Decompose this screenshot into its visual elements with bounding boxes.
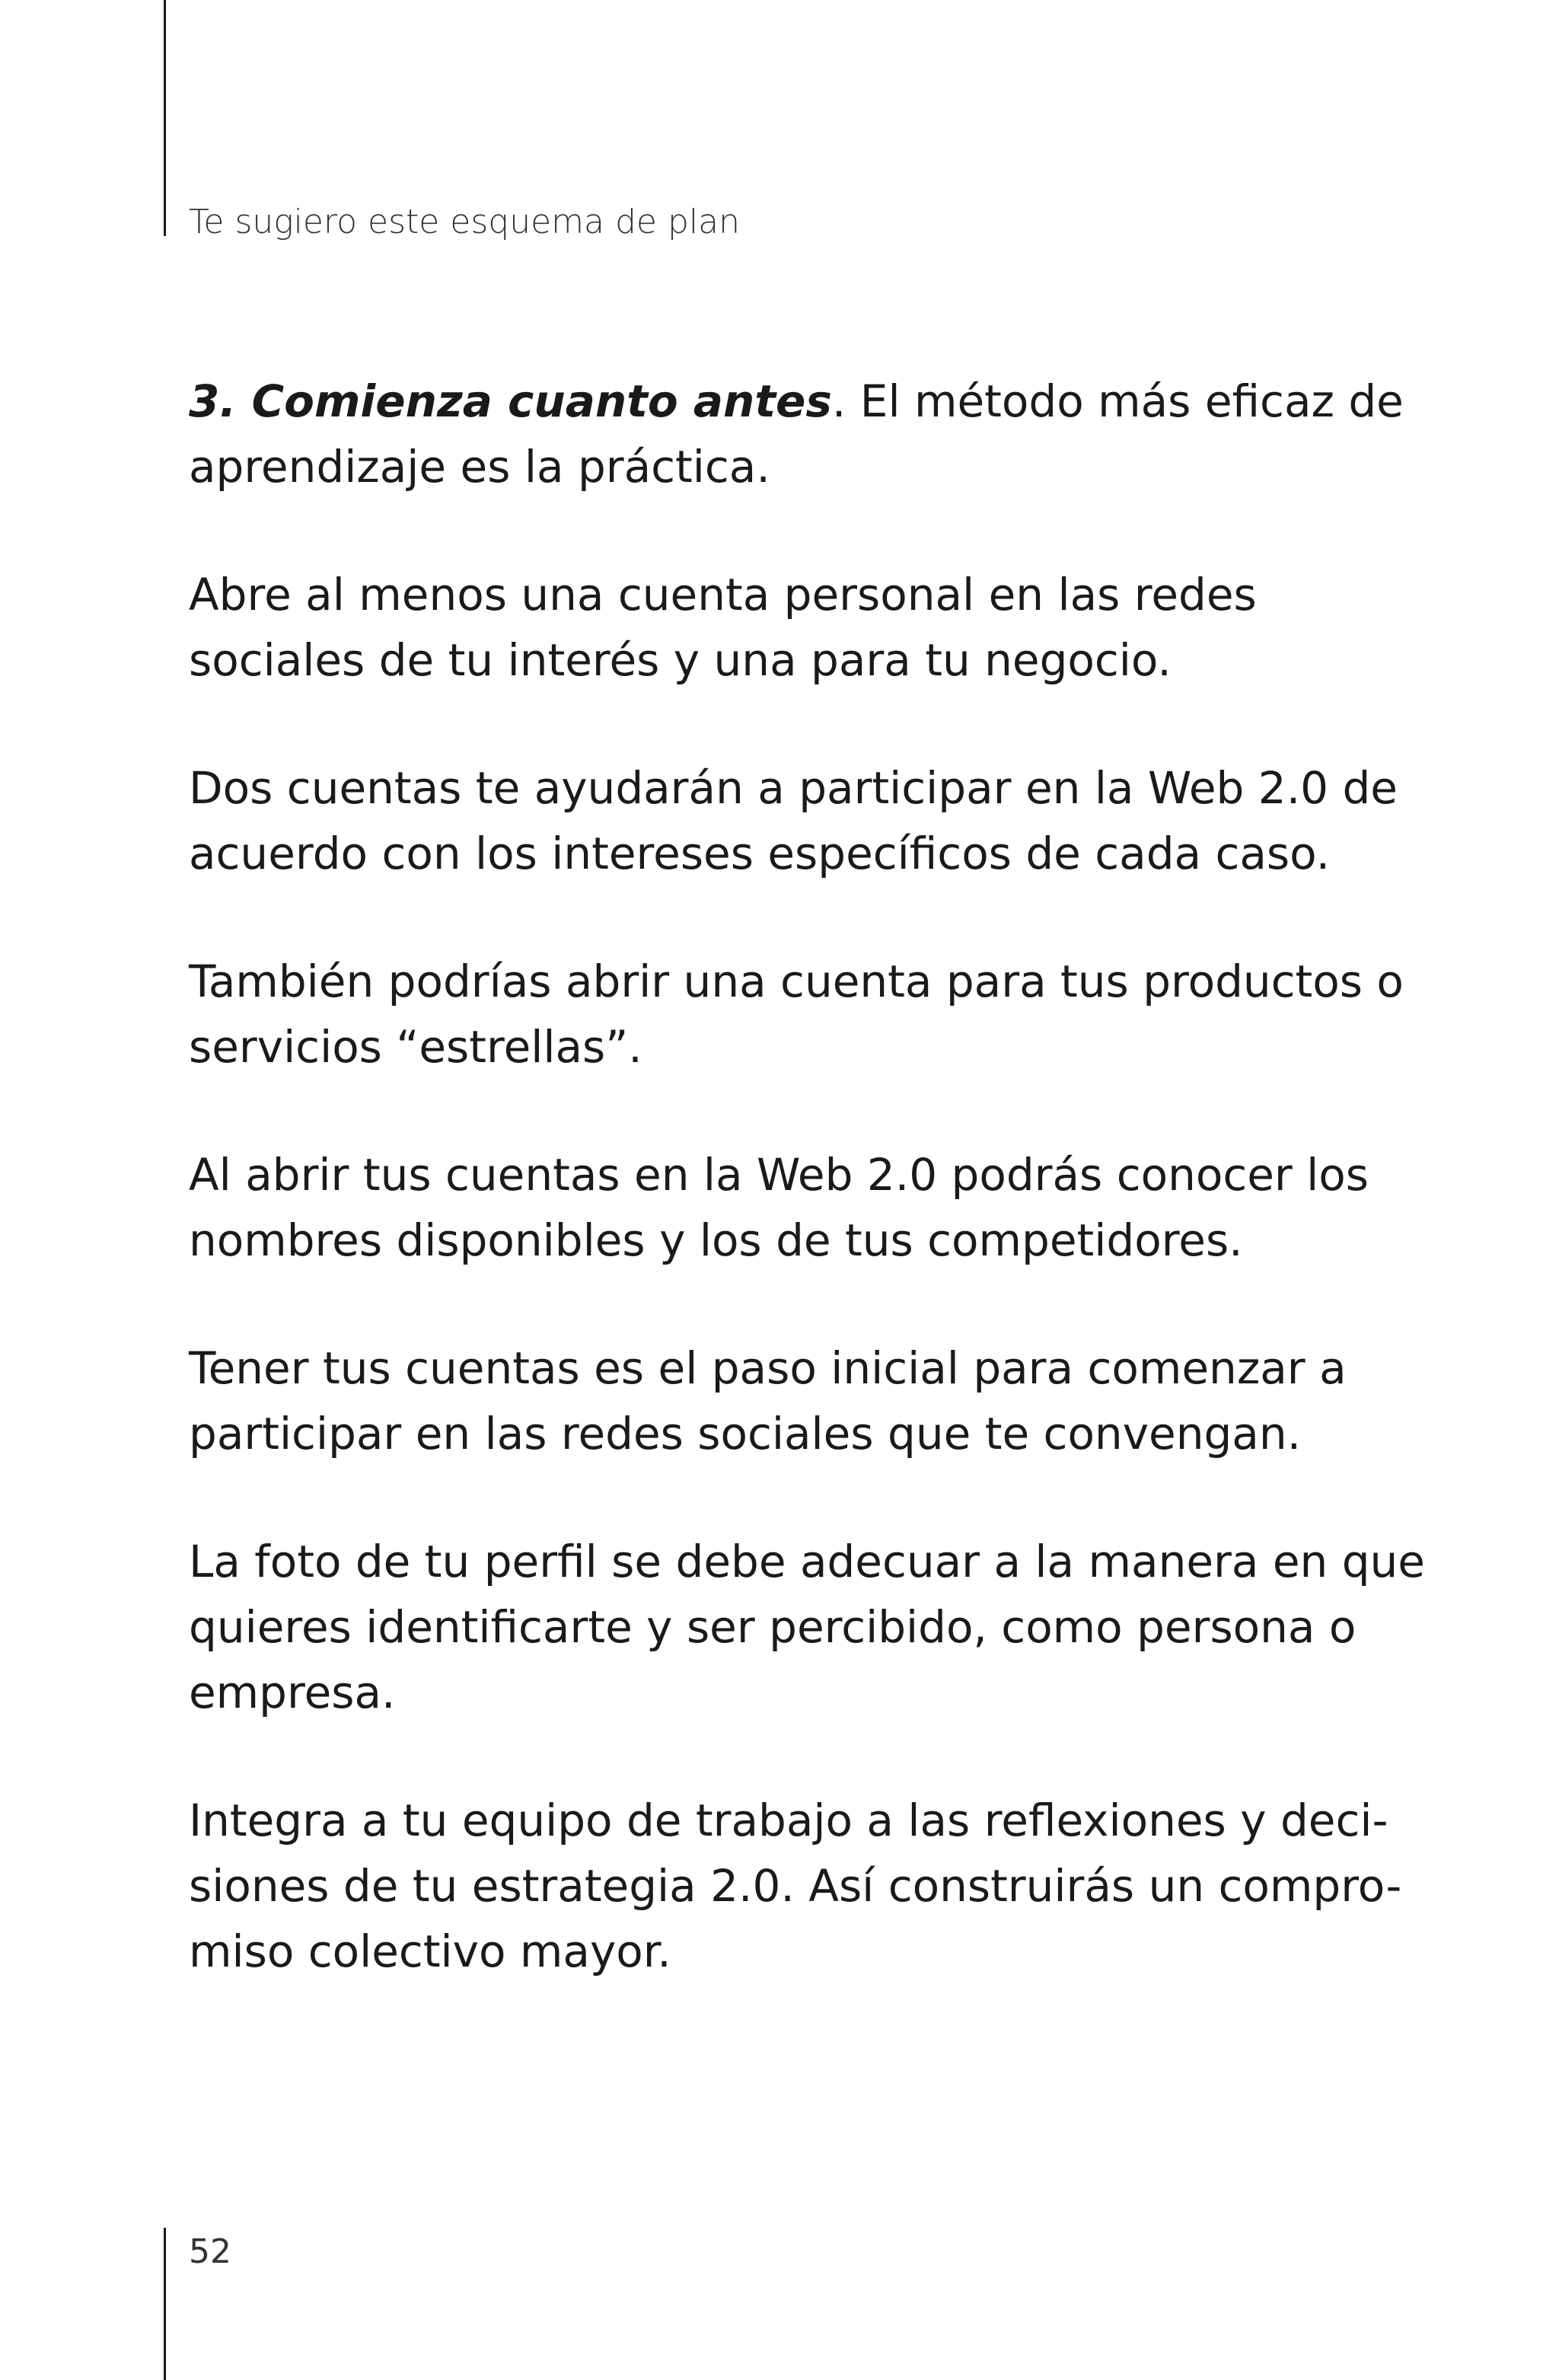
paragraph-line: servicios “estrellas”. <box>189 1021 642 1073</box>
paragraph-line: Tener tus cuentas es el paso inicial para comenzar a <box>189 1342 1347 1394</box>
paragraph-products <box>189 949 1404 1080</box>
running-head: Te sugiero este esquema de plan <box>189 203 740 241</box>
paragraph-team <box>189 1788 1402 1984</box>
paragraph-line: participar en las redes sociales que te convengan. <box>189 1408 1302 1460</box>
intro-paragraph <box>189 368 1404 499</box>
paragraph-line: Dos cuentas te ayudarán a participar en la Web 2.0 de <box>189 762 1398 814</box>
paragraph-line <box>189 368 1404 434</box>
paragraph-accounts <box>189 562 1300 693</box>
paragraph-profile-photo <box>189 1529 1425 1725</box>
section-heading: 3. Comienza cuanto antes <box>189 375 832 427</box>
paragraph-line: También podrías abrir una cuenta para tus productos o <box>189 956 1404 1007</box>
bottom-margin-rule <box>164 2228 166 2380</box>
paragraph-line: La foto de tu perfil se debe adecuar a la manera en que <box>189 1536 1425 1587</box>
paragraph-line: nombres disponibles y los de tus competidores. <box>189 1214 1243 1266</box>
top-margin-rule <box>164 0 166 236</box>
paragraph-line: sociales de tu interés y una para tu negocio. <box>189 634 1172 686</box>
paragraph-line: Al abrir tus cuentas en la Web 2.0 podrás conocer los <box>189 1149 1369 1201</box>
paragraph-line: miso colectivo mayor. <box>189 1925 671 1977</box>
page-number: 52 <box>189 2232 231 2271</box>
paragraph-first-step <box>189 1335 1347 1466</box>
paragraph-line: siones de tu estrategia 2.0. Así construirás un compro- <box>189 1860 1402 1912</box>
paragraph-line: empresa. <box>189 1667 396 1718</box>
paragraph-two-accounts <box>189 755 1398 886</box>
paragraph-names <box>189 1142 1369 1273</box>
paragraph-line: acuerdo con los intereses específicos de cada caso. <box>189 828 1331 879</box>
paragraph-line: Abre al menos una cuenta personal en las redes <box>189 569 1257 621</box>
paragraph-line: Integra a tu equipo de trabajo a las reflexiones y deci- <box>189 1795 1388 1846</box>
paragraph-line: aprendizaje es la práctica. <box>189 441 770 493</box>
body-text <box>189 368 1425 2047</box>
intro-text: . El método más eficaz de <box>831 375 1404 427</box>
paragraph-line: quieres identificarte y ser percibido, como persona o <box>189 1601 1357 1653</box>
